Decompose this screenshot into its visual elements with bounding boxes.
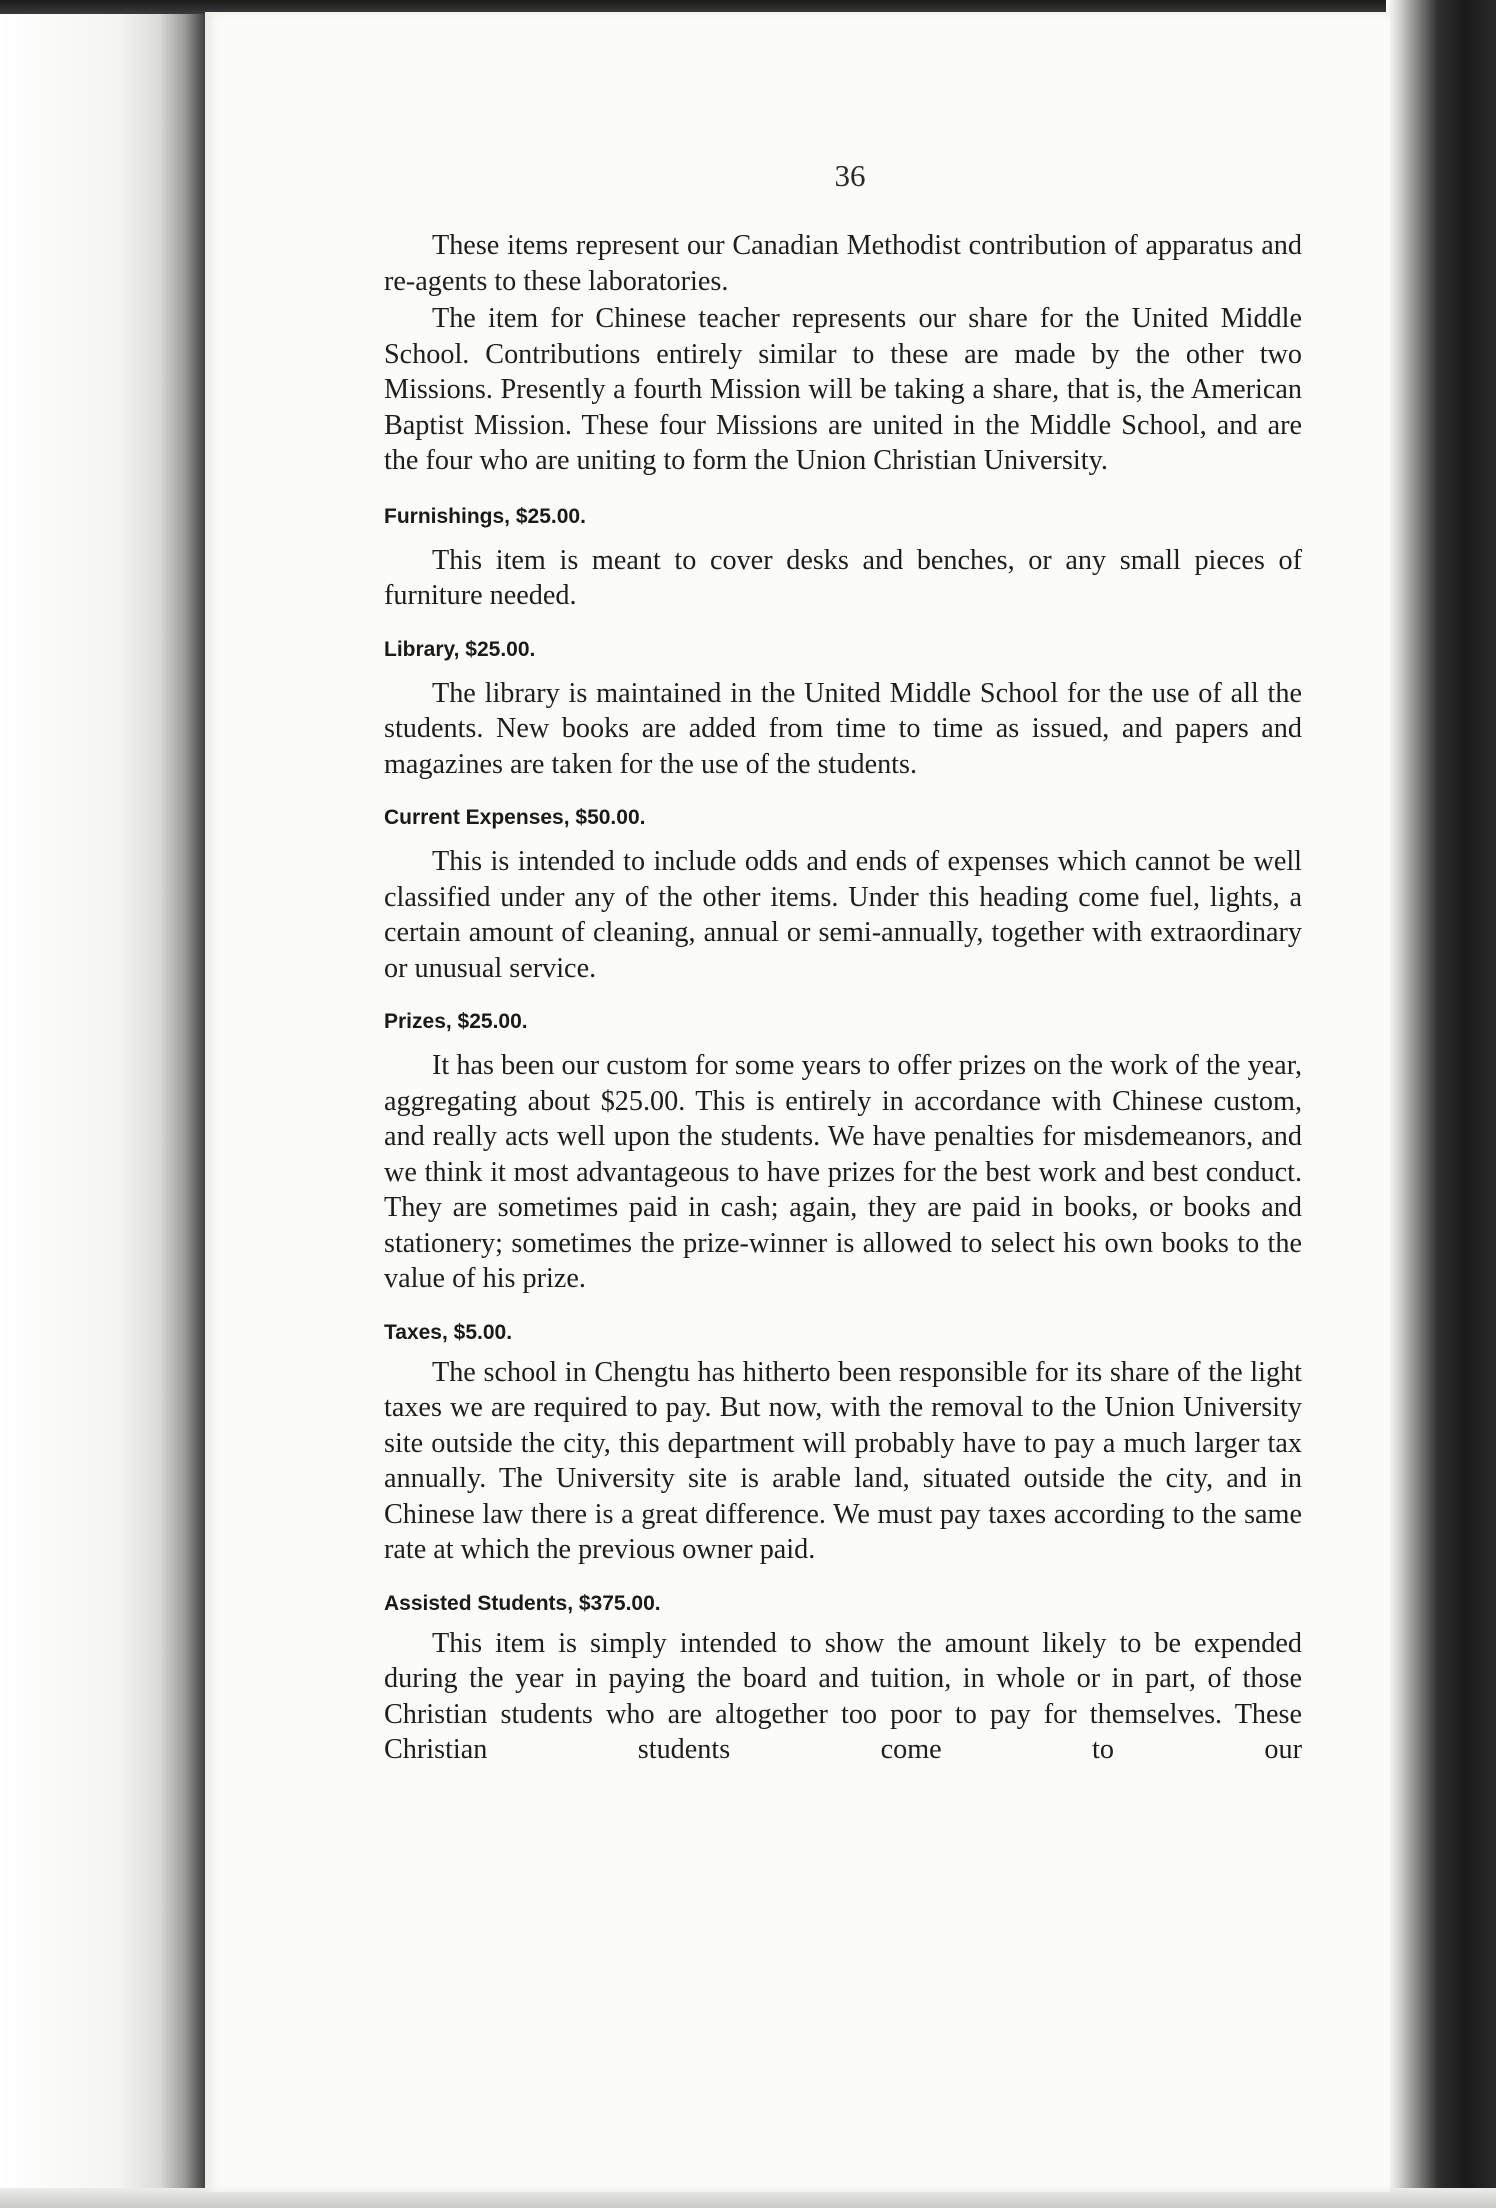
intro-paragraph-1 (384, 228, 1302, 299)
section-body-assisted-students-text: This item is simply intended to show the amount likely to be expended during the year in paying the board and tuition, in whole or in part, of those Christian students who are altogether too poor to pay for themselves. These Christian students come to our (384, 1627, 1302, 1765)
page-number: 36 (834, 158, 866, 193)
section-body-library-text: The library is maintained in the United Middle School for the use of all the students. New books are added from time to time as issued, and papers and magazines are taken for the use of the students. (384, 677, 1302, 780)
section-body-current-expenses-text: This is intended to include odds and ends of expenses which cannot be well classified under any of the other items. Under this heading come fuel, lights, a certain amount of cleaning, annual or semi-annually, together with extraordinary or unusual service. (384, 846, 1302, 984)
section-body-prizes (384, 1048, 1302, 1297)
section-heading-current-expenses: Current Expenses, $50.00. (384, 806, 646, 829)
section-body-assisted-students (384, 1626, 1302, 1768)
book-edge-right (1386, 0, 1496, 2208)
section-body-furnishings (384, 543, 1302, 614)
section-heading-taxes: Taxes, $5.00. (384, 1320, 513, 1344)
section-body-library (384, 676, 1302, 783)
intro-paragraph-2-text: The item for Chinese teacher represents our share for the United Middle School. Contributions entirely similar to these are made by the other two Missions. Presently a fourth Mission will be taking a share, that is, the American Baptist Mission. These four Missions are united in the Middle School, and are the four who are uniting to form the Union Christian University. (384, 303, 1302, 476)
intro-paragraph-1-text: These items represent our Canadian Methodist contribution of apparatus and re-agents to these laboratories. (384, 230, 1302, 297)
section-heading-furnishings: Furnishings, $25.00. (384, 504, 586, 528)
page-content (384, 228, 1302, 1768)
section-body-taxes-text: The school in Chengtu has hitherto been responsible for its share of the light taxes we are required to pay. But now, with the removal to the Union University site outside the city, this department will probably have to pay a much larger tax annually. The University site is arable land, situated outside the city, and in Chinese law there is a great difference. We must pay taxes according to the same rate at which the previous owner paid. (384, 1356, 1302, 1565)
section-heading-assisted-students: Assisted Students, $375.00. (384, 1591, 661, 1615)
intro-paragraph-2 (384, 301, 1302, 479)
section-body-prizes-text: It has been our custom for some years to offer prizes on the work of the year, aggregating about $25.00. This is entirely in accordance with Chinese custom, and really acts well upon the students. We have penalties for misdemeanors, and we think it most advantageous to have prizes for the best work and best conduct. They are sometimes paid in cash; again, they are paid in books, or books and stationery; sometimes the prize-winner is allowed to select his own books to the value of his prize. (384, 1050, 1302, 1294)
section-body-taxes (384, 1355, 1302, 1568)
section-heading-prizes: Prizes, $25.00. (384, 1010, 528, 1033)
section-body-current-expenses (384, 844, 1302, 986)
section-body-furnishings-text: This item is meant to cover desks and benches, or any small pieces of furniture needed. (384, 544, 1302, 611)
section-heading-library: Library, $25.00. (384, 637, 536, 661)
book-edge-left (0, 0, 210, 2208)
